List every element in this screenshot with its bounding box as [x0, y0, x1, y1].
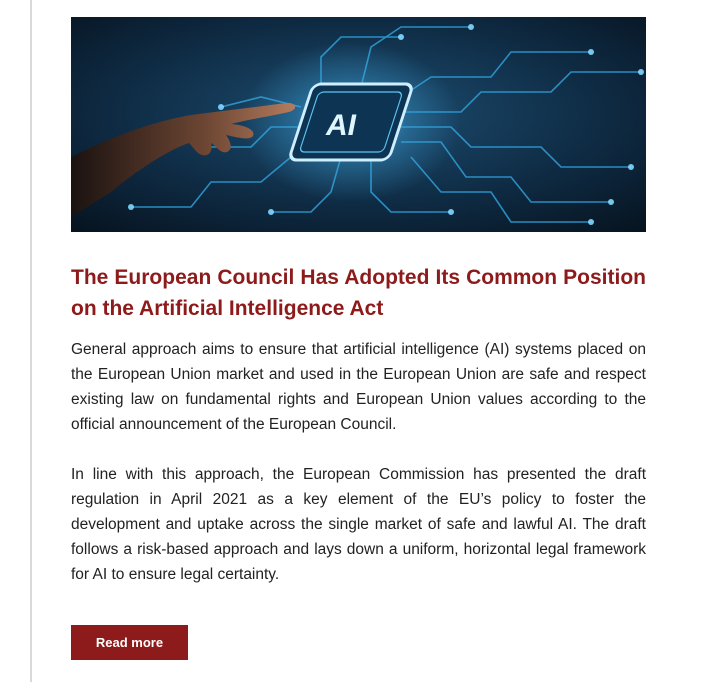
article-paragraph-2: In line with this approach, the European Commission has presented the draft regulation in April 2021 as a key element of the EU’s policy to foster the development and uptake across the single market of safe and lawful AI. The draft follows a risk-based approach and lays down a uniform, horizontal legal framework for AI to ensure legal certainty. — [71, 466, 646, 583]
article-image — [71, 17, 646, 232]
article-title: The European Council Has Adopted Its Common Position on the Artificial Intelligence Act — [71, 266, 646, 320]
article-paragraph-1: General approach aims to ensure that artificial intelligence (AI) systems placed on the European Union market and used in the European Union are safe and respect existing law on fundamental rights and European Union values according to the official announcement of the European Council. — [71, 341, 646, 433]
left-divider — [30, 0, 32, 682]
chip-ai-label: AI — [326, 109, 356, 142]
read-more-button[interactable]: Read more — [71, 625, 188, 660]
